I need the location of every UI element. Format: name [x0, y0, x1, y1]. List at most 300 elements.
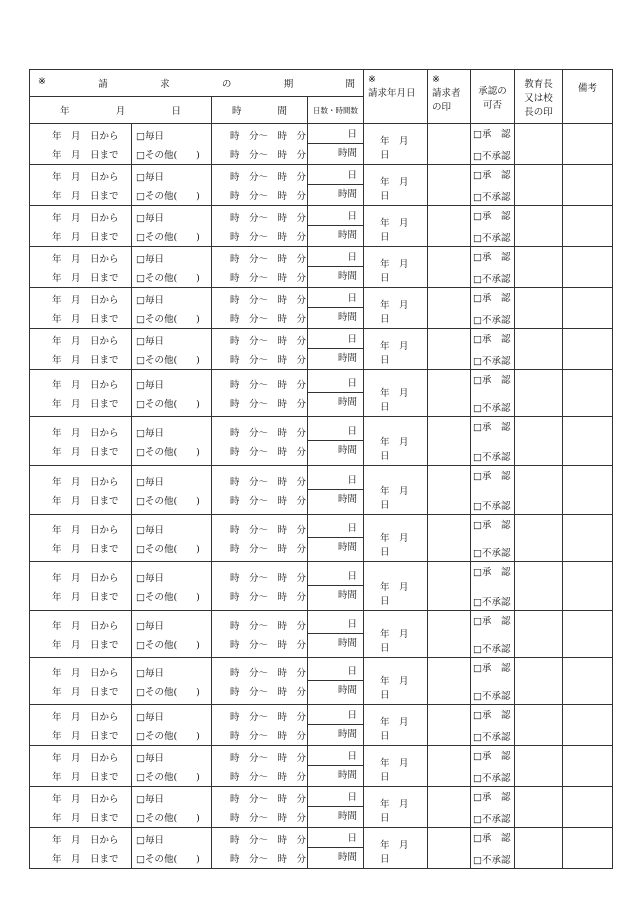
other-checkbox[interactable]: □その他( ): [136, 543, 200, 555]
date-range-cell[interactable]: [30, 329, 132, 370]
date-range-cell[interactable]: [30, 658, 132, 705]
date-range-cell[interactable]: [30, 562, 132, 611]
disapprove-checkbox[interactable]: □不承認: [473, 501, 511, 512]
other-checkbox[interactable]: □その他( ): [136, 771, 200, 783]
approval-cell[interactable]: [471, 288, 515, 329]
time-cell[interactable]: [212, 417, 308, 466]
principal-seal-cell[interactable]: [515, 288, 563, 329]
requester-seal-cell[interactable]: [428, 370, 471, 417]
frequency-cell[interactable]: [132, 562, 212, 611]
to-date: 年 月 日まで: [52, 190, 119, 202]
days-unit: 日: [308, 662, 363, 681]
request-date-cell[interactable]: [364, 124, 428, 165]
days-hours-cell[interactable]: [308, 370, 364, 417]
interval-label: 間: [277, 106, 287, 117]
daily-checkbox[interactable]: □毎日: [136, 524, 164, 536]
remarks-cell[interactable]: [563, 787, 613, 828]
time-from: 時 分～ 時 分: [230, 793, 307, 805]
other-checkbox[interactable]: □その他( ): [136, 639, 200, 651]
days-unit: 日: [308, 706, 363, 725]
approve-checkbox[interactable]: □承 認: [473, 710, 511, 721]
to-date: 年 月 日まで: [52, 639, 119, 651]
request-date-cell[interactable]: [364, 247, 428, 288]
time-cell[interactable]: [212, 828, 308, 869]
hours-unit: 時間: [338, 494, 358, 505]
days-hours-cell[interactable]: [308, 658, 364, 705]
principal-seal-cell[interactable]: [515, 611, 563, 658]
daily-checkbox[interactable]: □毎日: [136, 427, 164, 439]
requester-seal-cell[interactable]: [428, 124, 471, 165]
approve-checkbox[interactable]: □承 認: [473, 334, 511, 345]
principal-seal-cell[interactable]: [515, 124, 563, 165]
time-cell[interactable]: [212, 206, 308, 247]
requester-label: 請求者: [432, 88, 461, 99]
time-cell[interactable]: [212, 466, 308, 515]
other-checkbox[interactable]: □その他( ): [136, 686, 200, 698]
time-from: 時 分～ 時 分: [230, 212, 307, 224]
to-date: 年 月 日まで: [52, 730, 119, 742]
requester-seal-cell[interactable]: [428, 658, 471, 705]
remarks-cell[interactable]: [563, 370, 613, 417]
disapprove-checkbox[interactable]: □不承認: [473, 548, 511, 559]
time-from: 時 分～ 時 分: [230, 130, 307, 142]
time-from: 時 分～ 時 分: [230, 427, 307, 439]
request-date-value: 年 月 日: [380, 758, 419, 783]
requester-seal-cell[interactable]: [428, 828, 471, 869]
principal-seal-cell[interactable]: [515, 515, 563, 562]
hours-unit: 時間: [338, 811, 358, 822]
request-date-value: 年 月 日: [380, 717, 419, 742]
disapprove-checkbox[interactable]: □不承認: [473, 274, 511, 285]
principal-seal-cell[interactable]: [515, 562, 563, 611]
request-date-cell[interactable]: [364, 787, 428, 828]
time-cell[interactable]: [212, 288, 308, 329]
requester-seal-cell[interactable]: [428, 787, 471, 828]
remarks-cell[interactable]: [563, 206, 613, 247]
frequency-cell[interactable]: [132, 247, 212, 288]
request-date-value: 年 月 日: [380, 799, 419, 824]
other-checkbox[interactable]: □その他( ): [136, 495, 200, 507]
time-cell[interactable]: [212, 165, 308, 206]
remarks-cell[interactable]: [563, 658, 613, 705]
request-date-value: 年 月 日: [380, 533, 419, 558]
time-cell[interactable]: [212, 787, 308, 828]
mark: ※: [38, 76, 46, 87]
time-cell[interactable]: [212, 247, 308, 288]
other-checkbox[interactable]: □その他( ): [136, 190, 200, 202]
request-row: [30, 611, 613, 658]
other-checkbox[interactable]: □その他( ): [136, 354, 200, 366]
request-date-cell[interactable]: [364, 329, 428, 370]
other-checkbox[interactable]: □その他( ): [136, 446, 200, 458]
daily-checkbox[interactable]: □毎日: [136, 130, 164, 142]
remarks-cell[interactable]: [563, 828, 613, 869]
daily-checkbox[interactable]: □毎日: [136, 294, 164, 306]
approve-checkbox[interactable]: □承 認: [473, 616, 511, 627]
disapprove-checkbox[interactable]: □不承認: [473, 151, 511, 162]
period-header: [30, 70, 364, 97]
requester-seal-cell[interactable]: [428, 562, 471, 611]
remarks-cell[interactable]: [563, 165, 613, 206]
approve-checkbox[interactable]: □承 認: [473, 792, 511, 803]
frequency-cell[interactable]: [132, 705, 212, 746]
time-to: 時 分～ 時 分: [230, 398, 307, 410]
principal-seal-cell[interactable]: [515, 247, 563, 288]
remarks-cell[interactable]: [563, 562, 613, 611]
requester-seal-cell[interactable]: [428, 329, 471, 370]
date-range-cell[interactable]: [30, 288, 132, 329]
from-date: 年 月 日から: [52, 171, 119, 183]
daily-checkbox[interactable]: □毎日: [136, 620, 164, 632]
time-cell[interactable]: [212, 370, 308, 417]
date-range-cell[interactable]: [30, 124, 132, 165]
header-row-1: [30, 70, 613, 97]
from-date: 年 月 日から: [52, 620, 119, 632]
date-range-cell[interactable]: [30, 611, 132, 658]
daily-checkbox[interactable]: □毎日: [136, 476, 164, 488]
principal-label: 長の印: [524, 106, 553, 118]
request-date-value: 年 月 日: [380, 218, 419, 243]
daily-checkbox[interactable]: □毎日: [136, 212, 164, 224]
time-cell[interactable]: [212, 329, 308, 370]
remarks-cell[interactable]: [563, 705, 613, 746]
days-unit: 日: [308, 330, 363, 349]
requester-seal-cell[interactable]: [428, 515, 471, 562]
principal-seal-cell[interactable]: [515, 828, 563, 869]
other-checkbox[interactable]: □その他( ): [136, 272, 200, 284]
approve-checkbox[interactable]: □承 認: [473, 471, 511, 482]
request-date-cell[interactable]: [364, 466, 428, 515]
approve-checkbox[interactable]: □承 認: [473, 833, 511, 844]
approval-cell[interactable]: [471, 515, 515, 562]
request-date-value: 年 月 日: [380, 300, 419, 325]
requester-seal-cell[interactable]: [428, 206, 471, 247]
date-range-cell[interactable]: [30, 247, 132, 288]
approval-cell[interactable]: [471, 611, 515, 658]
time-from: 時 分～ 時 分: [230, 711, 307, 723]
days-hours-cell[interactable]: [308, 828, 364, 869]
days-hours-cell[interactable]: [308, 288, 364, 329]
approve-checkbox[interactable]: □承 認: [473, 293, 511, 304]
frequency-cell[interactable]: [132, 206, 212, 247]
frequency-cell[interactable]: [132, 746, 212, 787]
time-to: 時 分～ 時 分: [230, 446, 307, 458]
frequency-cell[interactable]: [132, 611, 212, 658]
principal-seal-cell[interactable]: [515, 658, 563, 705]
disapprove-checkbox[interactable]: □不承認: [473, 315, 511, 326]
principal-seal-cell[interactable]: [515, 787, 563, 828]
disapprove-checkbox[interactable]: □不承認: [473, 691, 511, 702]
approval-cell[interactable]: [471, 124, 515, 165]
request-date-cell[interactable]: [364, 611, 428, 658]
approve-checkbox[interactable]: □承 認: [473, 129, 511, 140]
frequency-cell[interactable]: [132, 787, 212, 828]
frequency-cell[interactable]: [132, 466, 212, 515]
frequency-cell[interactable]: [132, 515, 212, 562]
approve-checkbox[interactable]: □承 認: [473, 211, 511, 222]
date-range-cell[interactable]: [30, 515, 132, 562]
date-range-cell[interactable]: [30, 417, 132, 466]
date-range-cell[interactable]: [30, 206, 132, 247]
time-to: 時 分～ 時 分: [230, 231, 307, 243]
disapprove-checkbox[interactable]: □不承認: [473, 855, 511, 866]
time-cell[interactable]: [212, 562, 308, 611]
request-date-value: 年 月 日: [380, 437, 419, 462]
request-row: [30, 787, 613, 828]
principal-seal-cell[interactable]: [515, 206, 563, 247]
requester-seal-cell[interactable]: [428, 466, 471, 515]
daily-checkbox[interactable]: □毎日: [136, 711, 164, 723]
daily-checkbox[interactable]: □毎日: [136, 253, 164, 265]
other-checkbox[interactable]: □その他( ): [136, 591, 200, 603]
request-row: [30, 562, 613, 611]
approval-cell[interactable]: [471, 466, 515, 515]
request-date-cell[interactable]: [364, 417, 428, 466]
request-row: [30, 515, 613, 562]
to-date: 年 月 日まで: [52, 231, 119, 243]
disapprove-checkbox[interactable]: □不承認: [473, 814, 511, 825]
days-unit: 日: [308, 125, 363, 144]
request-date-cell[interactable]: [364, 515, 428, 562]
days-hours-cell[interactable]: [308, 165, 364, 206]
days-hours-cell[interactable]: [308, 562, 364, 611]
time-from: 時 分～ 時 分: [230, 667, 307, 679]
disapprove-checkbox[interactable]: □不承認: [473, 356, 511, 367]
frequency-cell[interactable]: [132, 658, 212, 705]
disapprove-checkbox[interactable]: □不承認: [473, 597, 511, 608]
to-date: 年 月 日まで: [52, 543, 119, 555]
request-row: [30, 206, 613, 247]
remarks-cell[interactable]: [563, 417, 613, 466]
to-date: 年 月 日まで: [52, 812, 119, 824]
approve-checkbox[interactable]: □承 認: [473, 375, 511, 386]
approval-cell[interactable]: [471, 206, 515, 247]
disapprove-checkbox[interactable]: □不承認: [473, 452, 511, 463]
from-date: 年 月 日から: [52, 335, 119, 347]
from-date: 年 月 日から: [52, 524, 119, 536]
approve-checkbox[interactable]: □承 認: [473, 567, 511, 578]
date-range-cell[interactable]: [30, 370, 132, 417]
request-date-cell[interactable]: [364, 370, 428, 417]
hours-unit: 時間: [338, 189, 358, 200]
frequency-cell[interactable]: [132, 165, 212, 206]
approve-checkbox[interactable]: □承 認: [473, 170, 511, 181]
requester-seal-cell[interactable]: [428, 746, 471, 787]
request-date-cell[interactable]: [364, 206, 428, 247]
approval-cell[interactable]: [471, 247, 515, 288]
approval-cell[interactable]: [471, 787, 515, 828]
hour-label: 時: [232, 106, 242, 117]
remarks-cell[interactable]: [563, 288, 613, 329]
disapprove-checkbox[interactable]: □不承認: [473, 773, 511, 784]
time-from: 時 分～ 時 分: [230, 253, 307, 265]
period-char: の: [221, 79, 232, 90]
daily-checkbox[interactable]: □毎日: [136, 752, 164, 764]
time-from: 時 分～ 時 分: [230, 171, 307, 183]
requester-seal-cell[interactable]: [428, 247, 471, 288]
frequency-cell[interactable]: [132, 329, 212, 370]
request-date-value: 年 月 日: [380, 341, 419, 366]
time-cell[interactable]: [212, 515, 308, 562]
days-hours-cell[interactable]: [308, 611, 364, 658]
to-date: 年 月 日まで: [52, 686, 119, 698]
date-range-cell[interactable]: [30, 466, 132, 515]
days-hours-cell[interactable]: [308, 417, 364, 466]
period-char: 期: [283, 79, 294, 90]
date-range-cell[interactable]: [30, 165, 132, 206]
disapprove-checkbox[interactable]: □不承認: [473, 403, 511, 414]
requester-seal-cell[interactable]: [428, 165, 471, 206]
remarks-cell[interactable]: [563, 247, 613, 288]
daily-checkbox[interactable]: □毎日: [136, 667, 164, 679]
seal-label: の印: [432, 102, 452, 113]
approve-checkbox[interactable]: □承 認: [473, 663, 511, 674]
remarks-cell[interactable]: [563, 746, 613, 787]
date-range-cell[interactable]: [30, 705, 132, 746]
request-date-value: 年 月 日: [380, 259, 419, 284]
frequency-cell[interactable]: [132, 417, 212, 466]
request-date-cell[interactable]: [364, 746, 428, 787]
from-date: 年 月 日から: [52, 427, 119, 439]
daily-checkbox[interactable]: □毎日: [136, 572, 164, 584]
hours-unit: 時間: [338, 590, 358, 601]
request-date-value: 年 月 日: [380, 629, 419, 654]
days-unit: 日: [308, 519, 363, 538]
time-cell[interactable]: [212, 705, 308, 746]
approval-cell[interactable]: [471, 329, 515, 370]
days-hours-cell[interactable]: [308, 466, 364, 515]
time-from: 時 分～ 時 分: [230, 294, 307, 306]
request-row: [30, 329, 613, 370]
frequency-cell[interactable]: [132, 370, 212, 417]
days-unit: 日: [308, 166, 363, 185]
days-hours-cell[interactable]: [308, 329, 364, 370]
daily-checkbox[interactable]: □毎日: [136, 171, 164, 183]
request-date-cell[interactable]: [364, 658, 428, 705]
time-cell[interactable]: [212, 611, 308, 658]
from-date: 年 月 日から: [52, 793, 119, 805]
time-cell[interactable]: [212, 124, 308, 165]
year-label: 年: [60, 106, 70, 117]
other-checkbox[interactable]: □その他( ): [136, 398, 200, 410]
disapprove-checkbox[interactable]: □不承認: [473, 233, 511, 244]
request-date-cell[interactable]: [364, 288, 428, 329]
from-date: 年 月 日から: [52, 667, 119, 679]
remarks-cell[interactable]: [563, 466, 613, 515]
date-range-cell[interactable]: [30, 787, 132, 828]
approval-cell[interactable]: [471, 658, 515, 705]
requester-seal-cell[interactable]: [428, 288, 471, 329]
other-checkbox[interactable]: □その他( ): [136, 231, 200, 243]
request-date-cell[interactable]: [364, 562, 428, 611]
mark: ※: [432, 74, 441, 85]
remarks-cell[interactable]: [563, 124, 613, 165]
request-date-cell[interactable]: [364, 705, 428, 746]
other-checkbox[interactable]: □その他( ): [136, 313, 200, 325]
approval-cell[interactable]: [471, 746, 515, 787]
request-date-cell[interactable]: [364, 165, 428, 206]
principal-seal-cell[interactable]: [515, 746, 563, 787]
approval-cell[interactable]: [471, 705, 515, 746]
requester-seal-cell[interactable]: [428, 705, 471, 746]
other-checkbox[interactable]: □その他( ): [136, 853, 200, 865]
days-hours-cell[interactable]: [308, 124, 364, 165]
other-checkbox[interactable]: □その他( ): [136, 149, 200, 161]
daily-checkbox[interactable]: □毎日: [136, 834, 164, 846]
date-header: [30, 97, 212, 124]
days-hours-cell[interactable]: [308, 787, 364, 828]
days-hours-cell[interactable]: [308, 247, 364, 288]
date-range-cell[interactable]: [30, 828, 132, 869]
hours-unit: 時間: [338, 852, 358, 863]
date-range-cell[interactable]: [30, 746, 132, 787]
principal-seal-cell[interactable]: [515, 705, 563, 746]
principal-seal-cell[interactable]: [515, 329, 563, 370]
days-hours-cell[interactable]: [308, 206, 364, 247]
approval-cell[interactable]: [471, 828, 515, 869]
approve-checkbox[interactable]: □承 認: [473, 422, 511, 433]
from-date: 年 月 日から: [52, 572, 119, 584]
disapprove-checkbox[interactable]: □不承認: [473, 192, 511, 203]
approval-cell[interactable]: [471, 417, 515, 466]
time-to: 時 分～ 時 分: [230, 730, 307, 742]
days-hours-cell[interactable]: [308, 705, 364, 746]
time-to: 時 分～ 時 分: [230, 495, 307, 507]
time-cell[interactable]: [212, 746, 308, 787]
days-unit: 日: [308, 615, 363, 634]
days-hours-cell[interactable]: [308, 515, 364, 562]
time-cell[interactable]: [212, 658, 308, 705]
requester-seal-cell[interactable]: [428, 611, 471, 658]
approve-checkbox[interactable]: □承 認: [473, 520, 511, 531]
disapprove-checkbox[interactable]: □不承認: [473, 644, 511, 655]
approval-cell[interactable]: [471, 165, 515, 206]
disapprove-checkbox[interactable]: □不承認: [473, 732, 511, 743]
request-row: [30, 124, 613, 165]
daily-checkbox[interactable]: □毎日: [136, 335, 164, 347]
remarks-cell[interactable]: [563, 611, 613, 658]
principal-seal-cell[interactable]: [515, 466, 563, 515]
frequency-cell[interactable]: [132, 124, 212, 165]
principal-seal-header: [515, 70, 563, 124]
approval-cell[interactable]: [471, 370, 515, 417]
approve-checkbox[interactable]: □承 認: [473, 751, 511, 762]
daily-checkbox[interactable]: □毎日: [136, 379, 164, 391]
principal-seal-cell[interactable]: [515, 370, 563, 417]
day-label: 日: [171, 106, 181, 117]
remarks-cell[interactable]: [563, 329, 613, 370]
days-hours-cell[interactable]: [308, 746, 364, 787]
requester-seal-cell[interactable]: [428, 417, 471, 466]
frequency-cell[interactable]: [132, 288, 212, 329]
other-checkbox[interactable]: □その他( ): [136, 812, 200, 824]
remarks-cell[interactable]: [563, 515, 613, 562]
daily-checkbox[interactable]: □毎日: [136, 793, 164, 805]
frequency-cell[interactable]: [132, 828, 212, 869]
principal-seal-cell[interactable]: [515, 417, 563, 466]
approve-checkbox[interactable]: □承 認: [473, 252, 511, 263]
approval-cell[interactable]: [471, 562, 515, 611]
hours-unit: 時間: [338, 770, 358, 781]
leave-request-table: [29, 69, 613, 869]
other-checkbox[interactable]: □その他( ): [136, 730, 200, 742]
time-from: 時 分～ 時 分: [230, 572, 307, 584]
days-unit: 日: [308, 788, 363, 807]
days-unit: 日: [308, 471, 363, 490]
principal-seal-cell[interactable]: [515, 165, 563, 206]
from-date: 年 月 日から: [52, 711, 119, 723]
request-date-cell[interactable]: [364, 828, 428, 869]
